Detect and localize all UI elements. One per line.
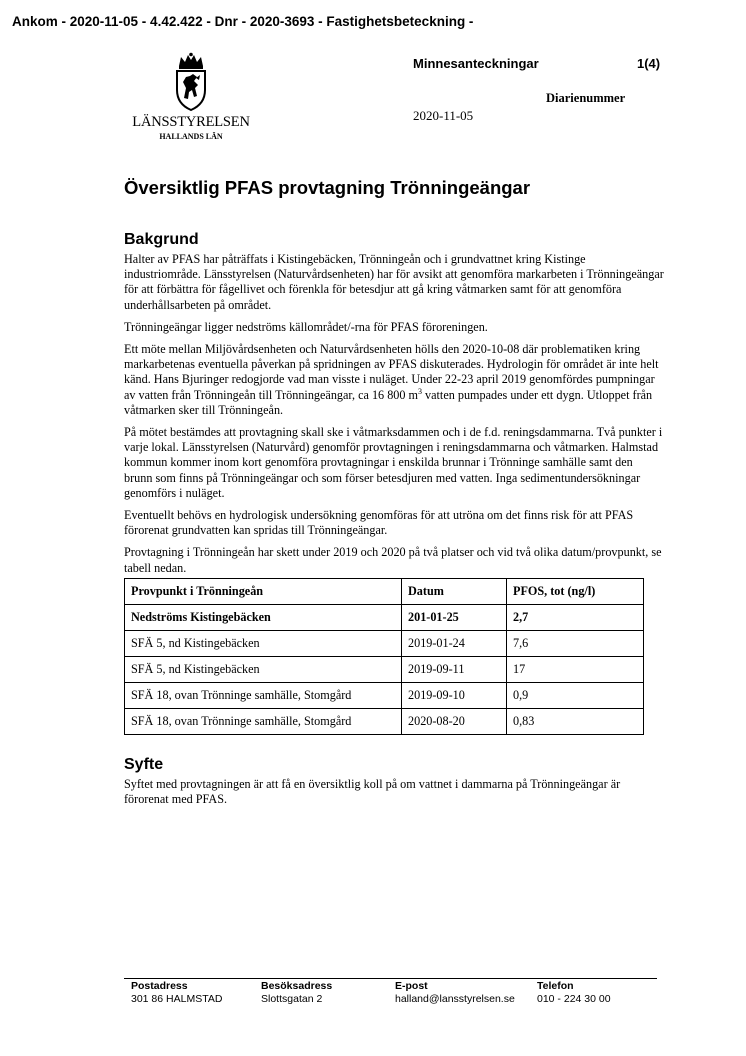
document-type: Minnesanteckningar	[413, 56, 539, 71]
column-header: PFOS, tot (ng/l)	[507, 578, 644, 604]
crowned-lion-crest-icon	[172, 52, 210, 112]
footer-label: Telefon	[537, 980, 574, 992]
paragraph-text: Ett möte mellan Miljövårdsenheten och Naturvårdsenheten hölls den 2020-10-08 där problematiken kring markarbetenas eventuella påverkan på spridningen av PFAS diskuterades. Hydrologin för området är inte helt känd. Hans Bjuringer redogjorde vad man visste i nuläget. Under 22-23 april 2019 genomfördes pumpningar av vatten från Trönningeån till Trönningeängar, ca 16 800 m	[124, 342, 659, 402]
paragraph: Provtagning i Trönningeån har skett under 2019 och 2020 på två platser och vid två olika datum/provpunkt, se tabell nedan.	[124, 545, 662, 575]
table-cell: 2019-01-24	[402, 630, 507, 656]
table-row	[125, 630, 644, 656]
document-body	[124, 176, 664, 814]
footer-epost	[395, 980, 515, 1006]
county-logo	[126, 52, 256, 141]
table-cell: 17	[507, 656, 644, 682]
column-header: Provpunkt i Trönningeån	[125, 578, 402, 604]
paragraph: Halter av PFAS har påträffats i Kistingebäcken, Trönningeån och i grundvattnet kring Kistinge industriområde. Länsstyrelsen (Naturvårdsenheten) har för avsikt att genomföra markarbeten i Trönningeängar för att förbättra för fågellivet och förenkla för betesdjur att gå kring våtmarken samt för att genomföra underhållsarbeten på området.	[124, 252, 664, 312]
logo-subtitle: HALLANDS LÄN	[159, 132, 223, 141]
column-header: Datum	[402, 578, 507, 604]
footer-value: Slottsgatan 2	[261, 993, 323, 1005]
table-cell: SFÄ 5, nd Kistingebäcken	[125, 656, 402, 682]
table-cell: 201-01-25	[402, 604, 507, 630]
footer-value: 010 - 224 30 00	[537, 993, 611, 1005]
table-cell: SFÄ 5, nd Kistingebäcken	[125, 630, 402, 656]
table-cell: 0,83	[507, 708, 644, 734]
footer-label: Postadress	[131, 980, 188, 992]
table-header-row	[125, 578, 644, 604]
footer-divider	[124, 978, 657, 979]
table-row	[125, 656, 644, 682]
table-cell: 2019-09-11	[402, 656, 507, 682]
heading-bakgrund: Bakgrund	[124, 231, 199, 248]
diarienummer-label: Diarienummer	[546, 91, 626, 105]
table-cell: Nedströms Kistingebäcken	[125, 604, 402, 630]
superscript: 3	[418, 386, 422, 396]
paragraph: Syftet med provtagningen är att få en översiktlig koll på om vattnet i dammarna på Trönningeängar är förorenat med PFAS.	[124, 776, 621, 807]
footer-label: Besöksadress	[261, 980, 333, 992]
paragraph: Trönningeängar ligger nedströms källområdet/-rna för PFAS föroreningen.	[124, 319, 488, 334]
table-cell: 7,6	[507, 630, 644, 656]
footer-value: 301 86 HALMSTAD	[131, 993, 223, 1005]
section-syfte	[124, 755, 664, 807]
logo-name: LÄNSSTYRELSEN	[132, 114, 250, 130]
footer-telefon	[537, 980, 611, 1006]
paragraph-text: vatten pumpades under ett dygn. Utloppet från våtmarken sker till Trönningeån.	[124, 387, 653, 417]
table-row	[125, 604, 644, 630]
table-row	[125, 682, 644, 708]
document-date: 2020-11-05	[413, 108, 474, 123]
document-title: Översiktlig PFAS provtagning Trönningeängar	[124, 177, 531, 198]
footer-besoksadress	[261, 980, 332, 1006]
table-row	[125, 708, 644, 734]
table-cell: SFÄ 18, ovan Trönninge samhälle, Stomgård	[125, 708, 402, 734]
footer-email-link[interactable]: halland@lansstyrelsen.se	[395, 993, 515, 1005]
table-cell: 2019-09-10	[402, 682, 507, 708]
table-cell: 0,9	[507, 682, 644, 708]
table-cell: SFÄ 18, ovan Trönninge samhälle, Stomgård	[125, 682, 402, 708]
paragraph	[124, 342, 664, 418]
paragraph: På mötet bestämdes att provtagning skall ske i våtmarksdammen och i de f.d. reningsdammarna. Två punkter i varje lokal. Länsstyrelsen (Naturvård) genomför provtagningen i reningsdammarna och våtmarken. Halmstad kommun kommer inom kort genomföra provtagningar i enskilda brunnar i Trönninge samhälle samt den brunn som finns på Trönningeängar och som förser betesdjuren med vatten. Inga sedimentundersökningar genomförs i nuläget.	[124, 425, 663, 500]
sampling-table	[124, 578, 644, 735]
page-number: 1(4)	[637, 56, 661, 71]
footer-label: E-post	[395, 980, 428, 992]
registration-stamp: Ankom - 2020-11-05 - 4.42.422 - Dnr - 2020-3693 - Fastighetsbeteckning -	[12, 14, 474, 29]
paragraph: Eventuellt behövs en hydrologisk undersökning genomföras för att utröna om det finns risk för att PFAS förorenat grundvatten kan spridas till Trönningeängar.	[124, 508, 634, 538]
heading-syfte: Syfte	[124, 755, 164, 773]
footer-postadress	[131, 980, 222, 1006]
table-cell: 2,7	[507, 604, 644, 630]
table-cell: 2020-08-20	[402, 708, 507, 734]
